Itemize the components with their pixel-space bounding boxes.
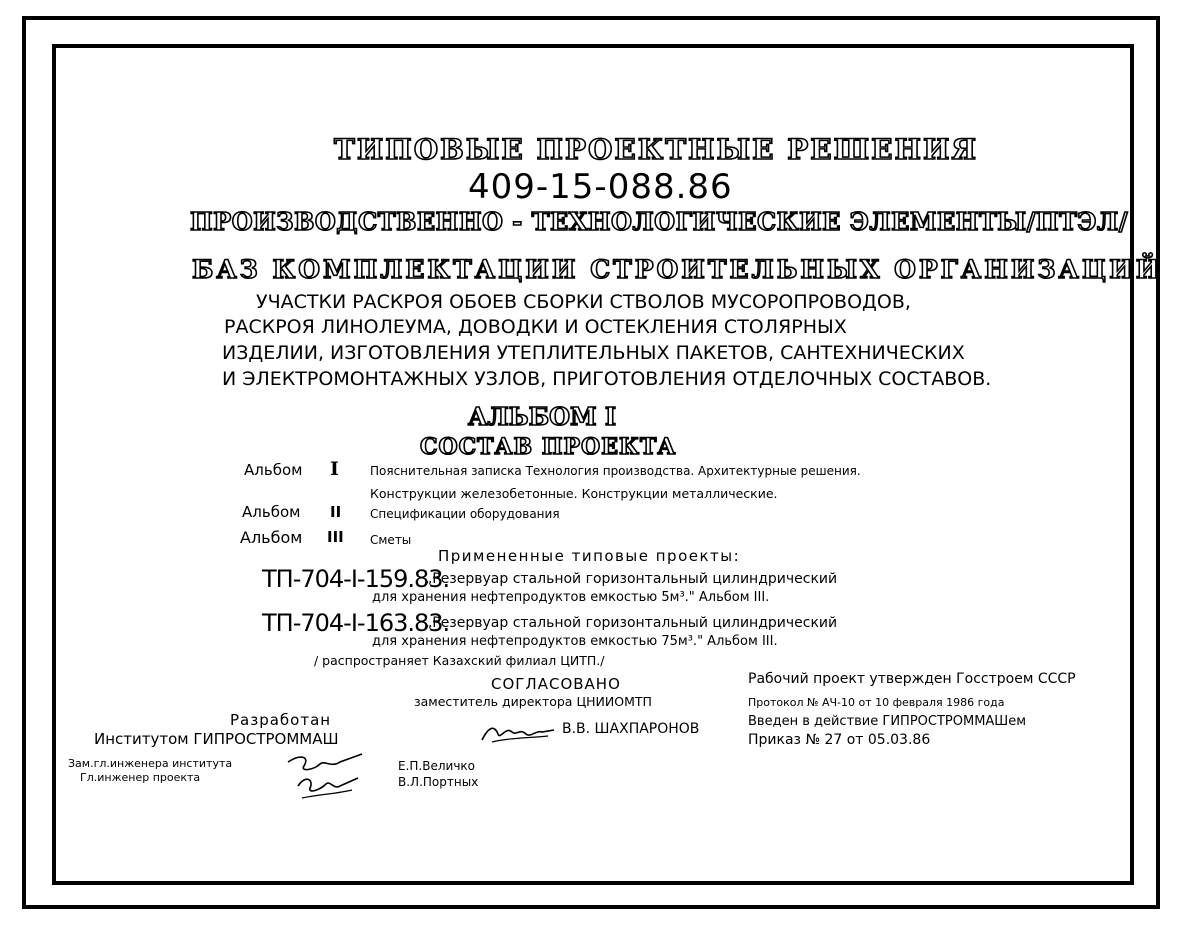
album-1-text: Пояснительная записка Технология производства. Архитектурные решения. <box>370 464 861 478</box>
developer-signature-icon <box>280 750 370 806</box>
approval-line1: Рабочий проект утвержден Госстроем СССР <box>748 671 1076 687</box>
title-line3: БАЗ КОМПЛЕКТАЦИИ СТРОИТЕЛЬНЫХ ОРГАНИЗАЦИЙ <box>192 255 1163 284</box>
album-2-text: Спецификации оборудования <box>370 507 560 521</box>
album-1-text-continued: Конструкции железобетонные. Конструкции металлические. <box>370 486 778 501</box>
applied-2-code: ТП-704-I-163.83. <box>262 609 450 637</box>
album-1-number: I <box>330 458 339 480</box>
album-heading: АЛЬБОМ I <box>468 402 617 431</box>
applied-heading: Примененные типовые проекты: <box>438 547 741 565</box>
applied-2-line2: для хранения нефтепродуктов емкостью 75м³." Альбом III. <box>372 634 778 649</box>
developer-line1: Разработан <box>230 711 332 729</box>
album-1-label: Альбом <box>244 461 303 479</box>
distributor-note: / распространяет Казахский филиал ЦИТП./ <box>314 653 605 668</box>
album-3-number: III <box>327 528 344 546</box>
approval-line2: Протокол № АЧ-10 от 10 февраля 1986 года <box>748 696 1005 709</box>
description-line-3: ИЗДЕЛИИ, ИЗГОТОВЛЕНИЯ УТЕПЛИТЕЛЬНЫХ ПАКЕТОВ, САНТЕХНИЧЕСКИХ <box>222 342 965 364</box>
agreed-signature-icon <box>478 716 558 746</box>
developer-name1: Е.П.Величко <box>398 759 475 773</box>
agreed-position: заместитель директора ЦНИИОМТП <box>414 694 652 709</box>
album-3-text: Сметы <box>370 533 412 547</box>
album-2-number: II <box>330 503 342 521</box>
developer-role1: Зам.гл.инженера института <box>68 757 233 770</box>
album-2-label: Альбом <box>242 503 301 521</box>
developer-name2: В.Л.Портных <box>398 775 479 789</box>
description-line-4: И ЭЛЕКТРОМОНТАЖНЫХ УЗЛОВ, ПРИГОТОВЛЕНИЯ ОТДЕЛОЧНЫХ СОСТАВОВ. <box>222 368 992 390</box>
approval-line4: Приказ № 27 от 05.03.86 <box>748 732 931 748</box>
composition-heading: СОСТАВ ПРОЕКТА <box>420 434 677 460</box>
applied-1-line2: для хранения нефтепродуктов емкостью 5м³." Альбом III. <box>372 590 770 605</box>
agreed-name: В.В. ШАХПАРОНОВ <box>562 721 700 737</box>
description-line-2: РАСКРОЯ ЛИНОЛЕУМА, ДОВОДКИ И ОСТЕКЛЕНИЯ СТОЛЯРНЫХ <box>224 316 847 338</box>
approval-line3: Введен в действие ГИПРОСТРОММАШем <box>748 714 1027 729</box>
project-code: 409-15-088.86 <box>468 167 733 207</box>
title-line1: ТИПОВЫЕ ПРОЕКТНЫЕ РЕШЕНИЯ <box>334 133 979 166</box>
applied-1-code: ТП-704-I-159.83. <box>262 565 450 593</box>
developer-role2: Гл.инженер проекта <box>80 771 201 784</box>
album-3-label: Альбом <box>240 528 303 547</box>
developer-line2: Институтом ГИПРОСТРОММАШ <box>94 730 339 748</box>
applied-1-line1: „Резервуар стальной горизонтальный цилиндрический <box>425 571 838 587</box>
title-line2: ПРОИЗВОДСТВЕННО - ТЕХНОЛОГИЧЕСКИЕ ЭЛЕМЕНТЫ/ПТЭЛ/ <box>190 207 1129 236</box>
agreed-heading: СОГЛАСОВАНО <box>491 675 621 693</box>
applied-2-line1: „Резервуар стальной горизонтальный цилиндрический <box>425 615 838 631</box>
description-line-1: УЧАСТКИ РАСКРОЯ ОБОЕВ СБОРКИ СТВОЛОВ МУСОРОПРОВОДОВ, <box>256 291 911 313</box>
